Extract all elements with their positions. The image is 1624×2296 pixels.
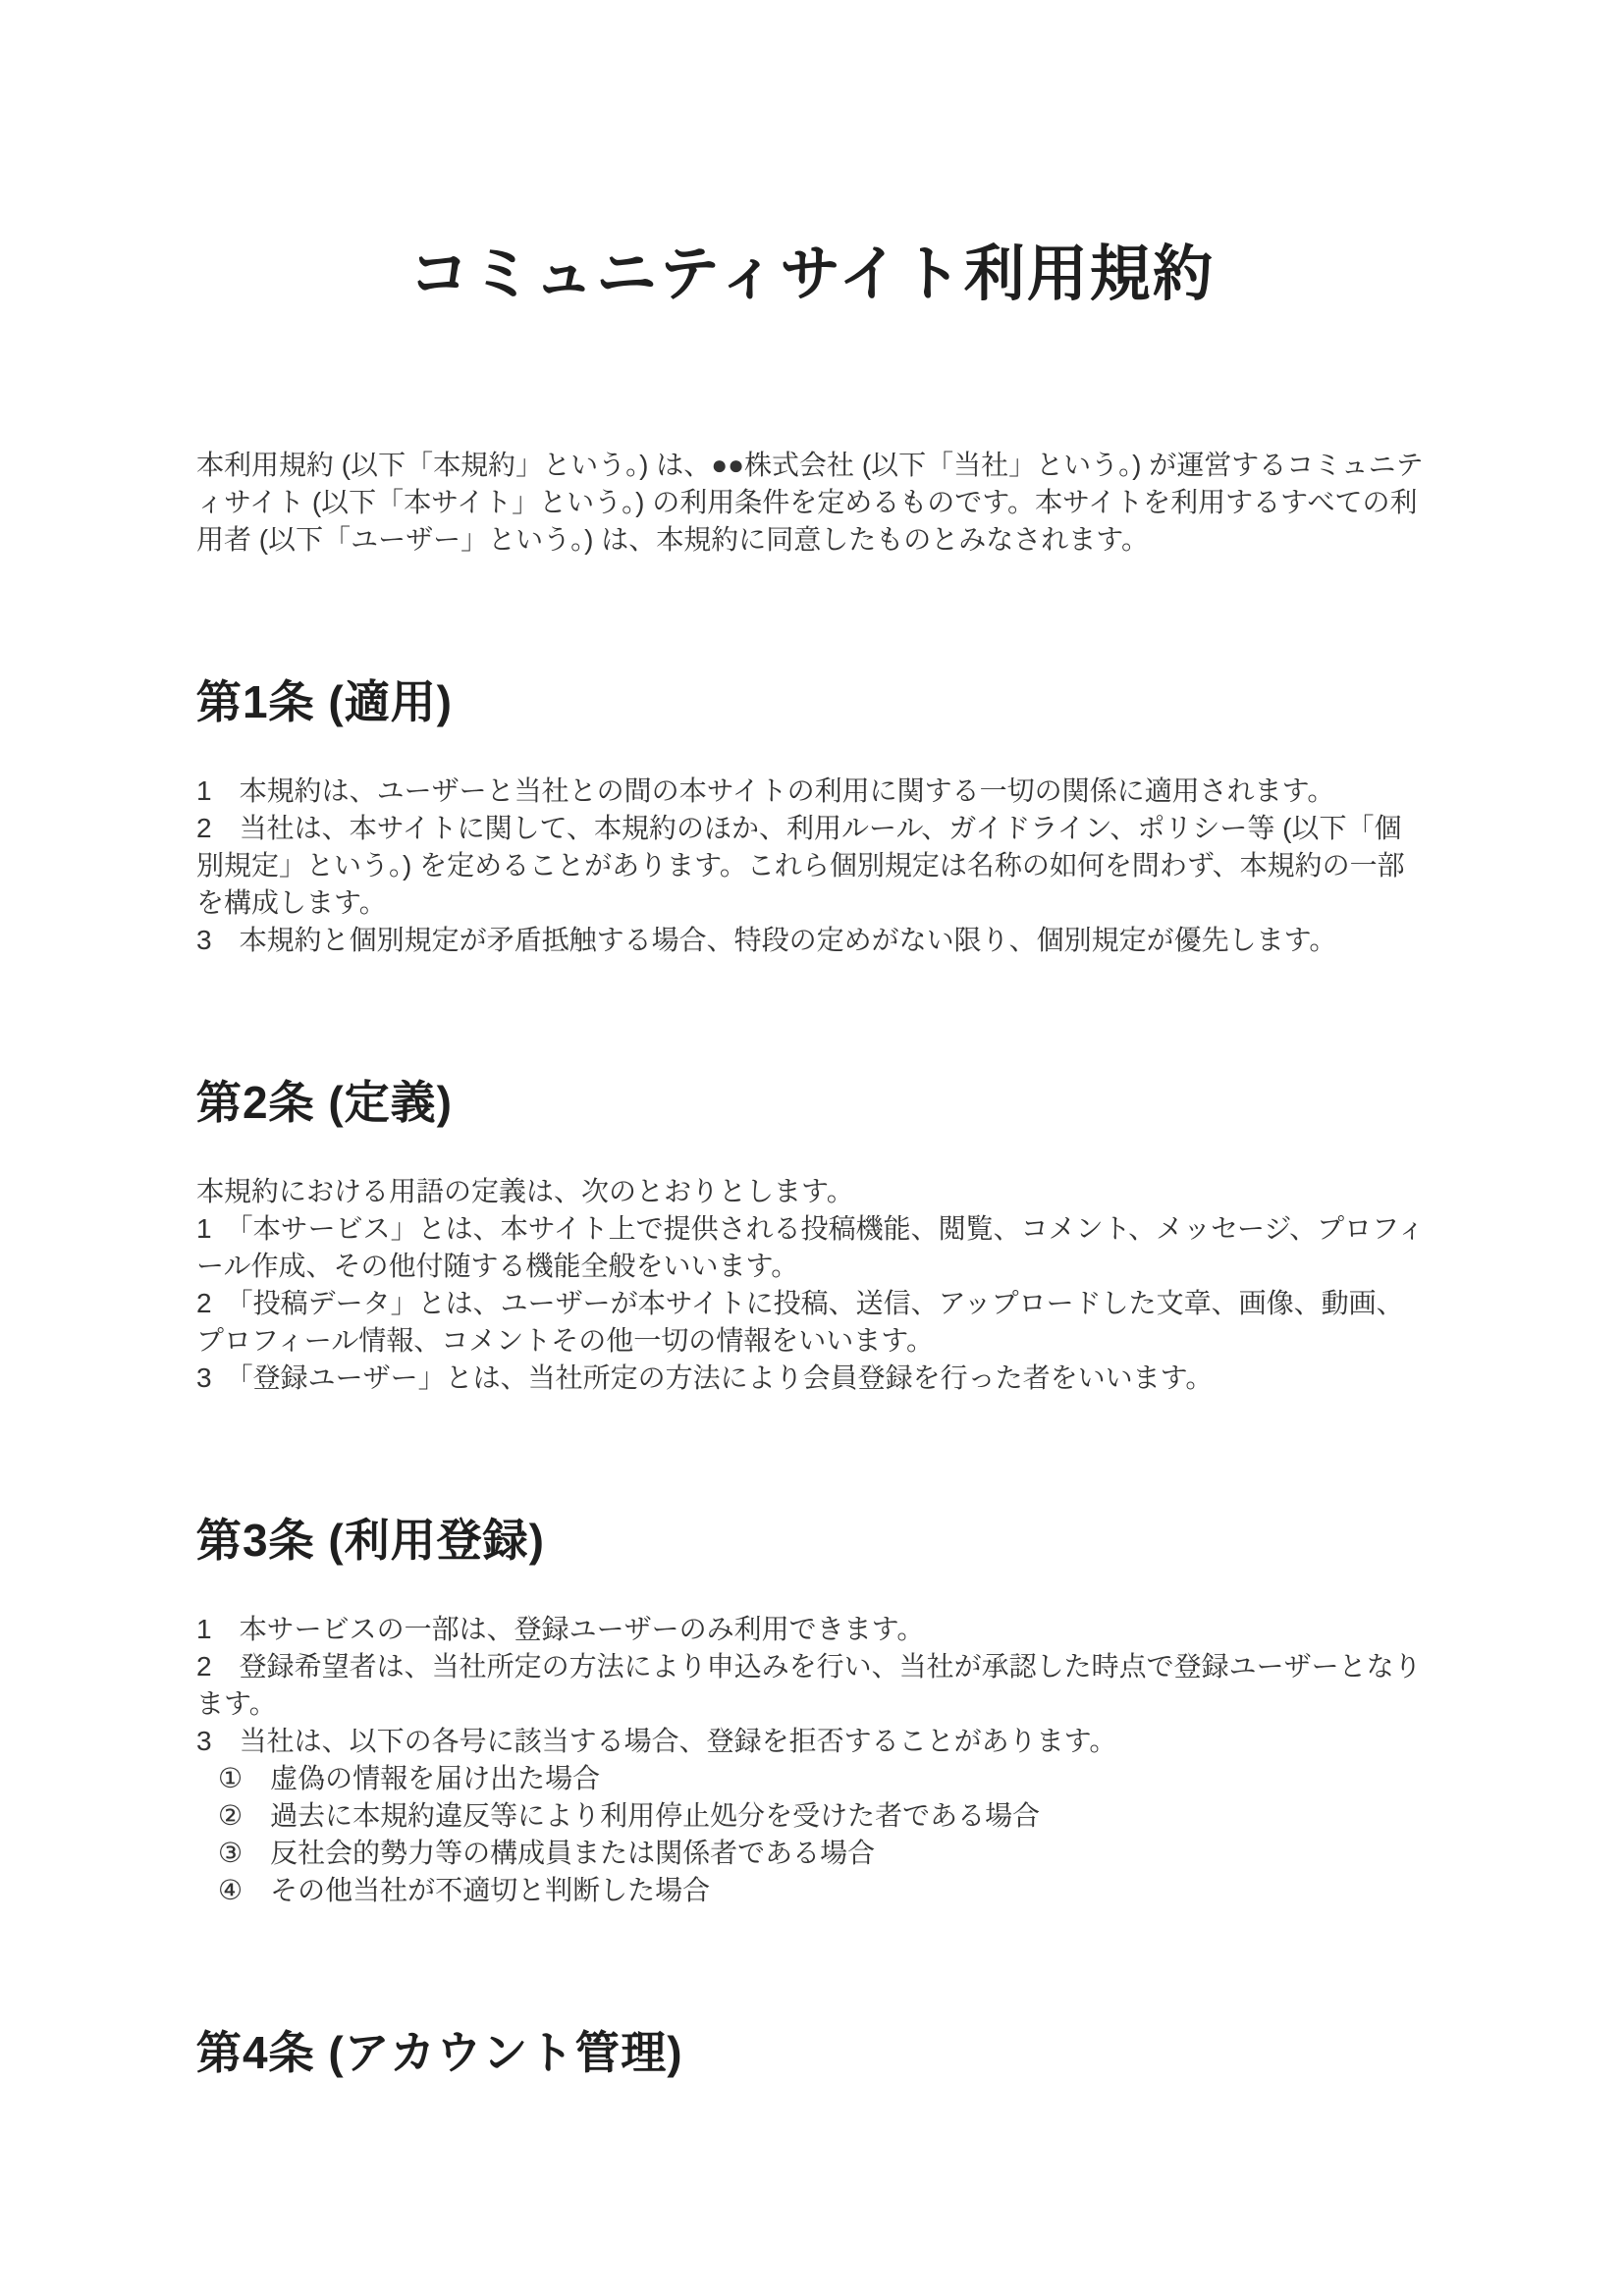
article-3-sub-item-3: ③ 反社会的勢力等の構成員または関係者である場合 bbox=[218, 1838, 876, 1868]
article-2-heading: 第2条 (定義) bbox=[196, 1077, 453, 1128]
article-3-sub-item-2: ② 過去に本規約違反等により利用停止処分を受けた者である場合 bbox=[218, 1800, 1041, 1831]
article-2-item-1: 1 「本サービス」とは、本サイト上で提供される投稿機能、閲覧、コメント、メッセージ、プロフィール作成、その他付随する機能全般をいいます。 bbox=[196, 1213, 1425, 1281]
article-4-heading: 第4条 (アカウント管理) bbox=[196, 2027, 683, 2078]
article-3-item-1: 1 本サービスの一部は、登録ユーザーのみ利用できます。 bbox=[196, 1614, 925, 1644]
article-3-item-2: 2 登録希望者は、当社所定の方法により申込みを行い、当社が承認した時点で登録ユーザーとなります。 bbox=[196, 1651, 1422, 1719]
article-1-item-2: 2 当社は、本サイトに関して、本規約のほか、利用ルール、ガイドライン、ポリシー等 (以下「個別規定」という。) を定めることがあります。これら個別規定は名称の如何を問わず、本規約の一部を構成します。 bbox=[196, 813, 1405, 918]
article-1-item-1: 1 本規約は、ユーザーと当社との間の本サイトの利用に関する一切の関係に適用されます。 bbox=[196, 775, 1335, 806]
page-title: コミュニティサイト利用規約 bbox=[408, 240, 1216, 308]
article-1-item-3: 3 本規約と個別規定が矛盾抵触する場合、特段の定めがない限り、個別規定が優先します。 bbox=[196, 925, 1337, 955]
article-3-item-3: 3 当社は、以下の各号に該当する場合、登録を拒否することがあります。 bbox=[196, 1726, 1117, 1756]
article-2-item-3: 3 「登録ユーザー」とは、当社所定の方法により会員登録を行った者をいいます。 bbox=[196, 1362, 1214, 1393]
article-2-body bbox=[196, 1173, 1428, 1397]
article-3-sub-item-1: ① 虚偽の情報を届け出た場合 bbox=[218, 1763, 601, 1793]
article-2-item-2: 2 「投稿データ」とは、ユーザーが本サイトに投稿、送信、アップロードした文章、画像、動画、プロフィール情報、コメントその他一切の情報をいいます。 bbox=[196, 1288, 1404, 1356]
article-3-body bbox=[196, 1611, 1428, 1909]
intro-paragraph: 本利用規約 (以下「本規約」という。) は、●●株式会社 (以下「当社」という。) が運営するコミュニティサイト (以下「本サイト」という。) の利用条件を定めるものです。本サイトを利用するすべての利用者 (以下「ユーザー」という。) は、本規約に同意したものとみなされます。 bbox=[196, 450, 1424, 555]
article-1-body bbox=[196, 773, 1428, 959]
article-1-heading: 第1条 (適用) bbox=[196, 676, 453, 727]
article-3-heading: 第3条 (利用登録) bbox=[196, 1515, 545, 1566]
article-2-lead: 本規約における用語の定義は、次のとおりとします。 bbox=[196, 1176, 854, 1206]
article-3-sub-item-4: ④ その他当社が不適切と判断した場合 bbox=[218, 1875, 711, 1905]
